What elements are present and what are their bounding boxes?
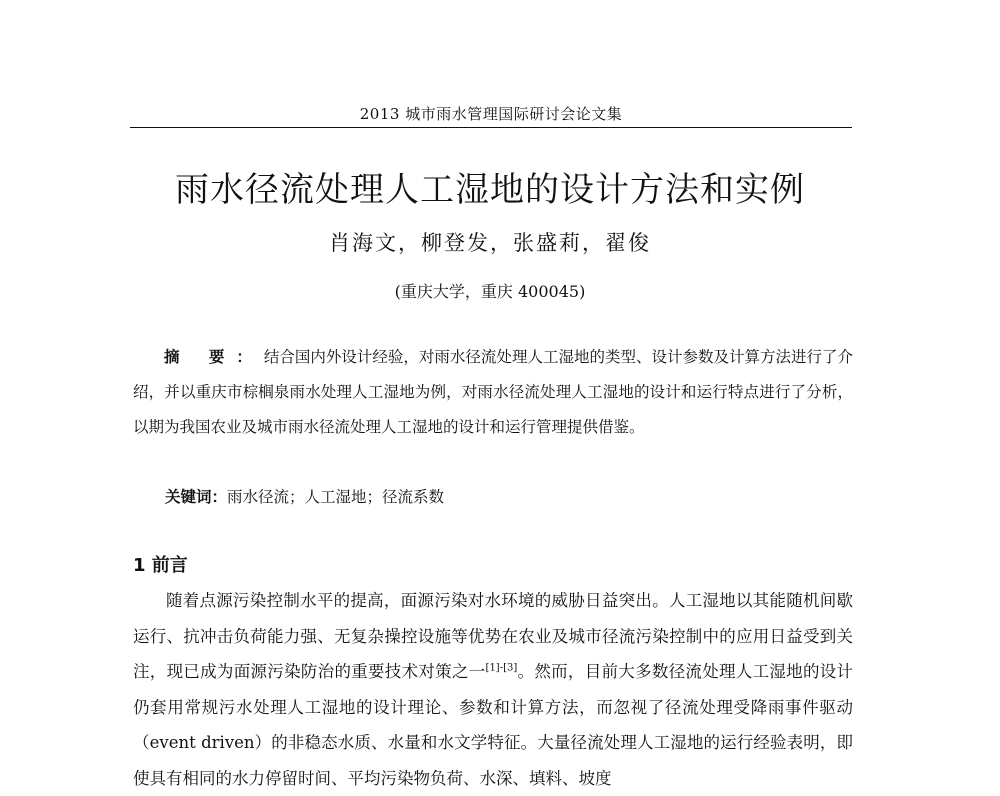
paper-title: 雨水径流处理人工湿地的设计方法和实例 <box>175 170 805 210</box>
authors: 肖海文，柳登发，张盛莉，翟俊 <box>329 231 651 255</box>
running-header: 2013 城市雨水管理国际研讨会论文集 <box>359 105 623 123</box>
section-heading: 1 前言 <box>133 555 188 576</box>
keywords-text: 雨水径流；人工湿地；径流系数 <box>227 488 445 506</box>
affiliation: (重庆大学，重庆 400045) <box>394 282 586 301</box>
header-rule <box>130 127 852 128</box>
body-text-part1: 随着点源污染控制水平的提高，面源污染对水环境的威胁日益突出。人工湿地以其能随机间歇运行、抗冲击负荷能力强、无复杂操控设施等优势在农业及城市径流污染控制中的应用日益受到关注，现已成为面源污染防治的重要技术对策之一 <box>133 591 853 681</box>
section-body <box>133 583 853 796</box>
keywords-label: 关键词： <box>165 488 228 506</box>
abstract-text: 结合国内外设计经验，对雨水径流处理人工湿地的类型、设计参数及计算方法进行了介绍，并以重庆市棕榈泉雨水处理人工湿地为例，对雨水径流处理人工湿地的设计和运行特点进行了分析，以期为我国农业及城市雨水径流处理人工湿地的设计和运行管理提供借鉴。 <box>133 348 853 436</box>
citation: [1]-[3] <box>485 662 518 674</box>
keywords <box>165 485 444 507</box>
abstract-label: 摘 要： <box>164 348 264 366</box>
abstract <box>133 340 853 445</box>
body-text-part2: 。然而，目前大多数径流处理人工湿地的设计仍套用常规污水处理人工湿地的设计理论、参数和计算方法，而忽视了径流处理受降雨事件驱动（event driven）的非稳态水质、水量和水文学特征。大量径流处理人工湿地的运行经验表明，即使具有相同的水力停留时间、平均污染物负荷、水深、填料、坡度 <box>133 662 854 788</box>
